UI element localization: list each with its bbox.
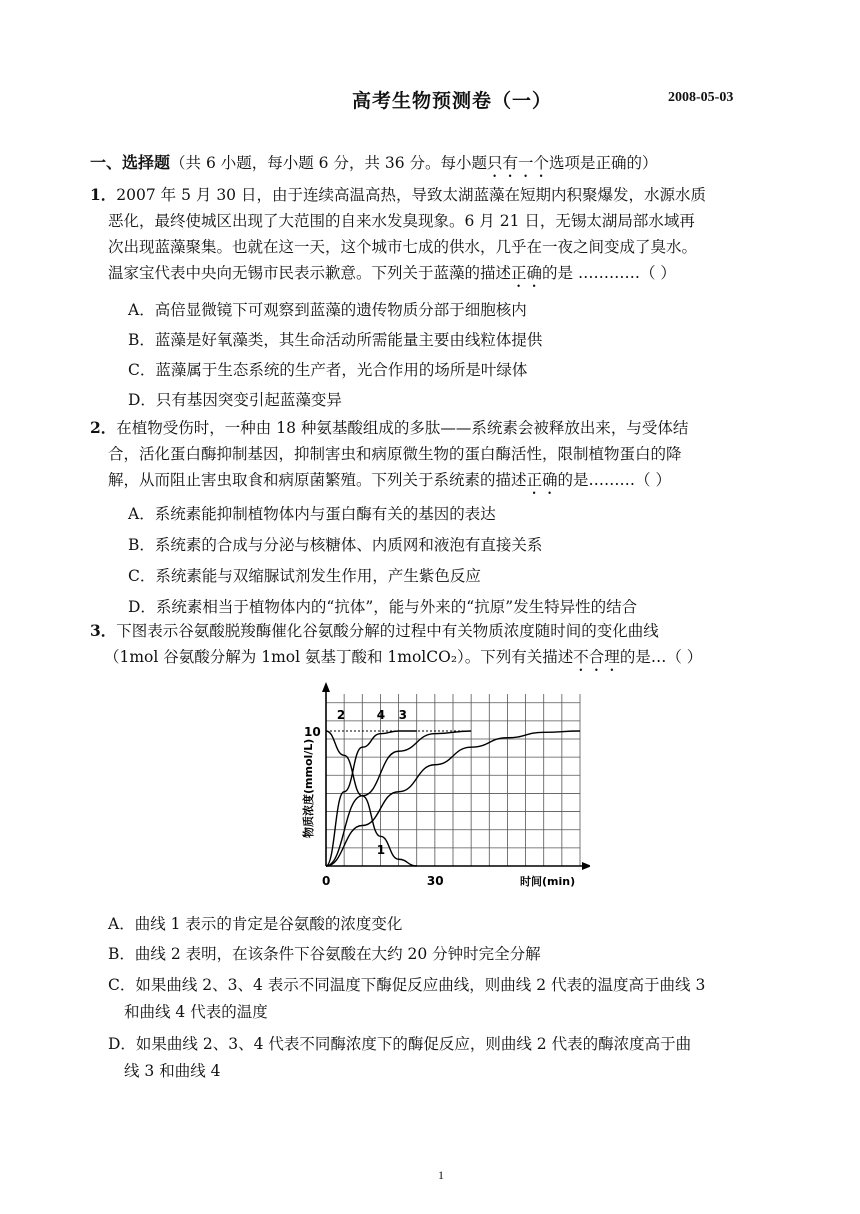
question-2-stem-end: 解，从而阻止害虫取食和病原菌繁殖。下列关于系统素的描述 [108, 471, 527, 489]
question-1-number: 1． [90, 185, 117, 204]
question-3-number: 3． [90, 621, 117, 640]
question-1-emphasis: 正确 [511, 264, 543, 282]
y-tick-label-10: 10 [304, 725, 321, 739]
series-label-4: 4 [376, 707, 386, 722]
question-1-option-c: C．蓝藻属于生态系统的生产者，光合作用的场所是叶绿体 [128, 361, 528, 379]
question-2-line-1 [90, 416, 688, 438]
question-3-emphasis: 不合理 [573, 648, 620, 666]
question-1-option-d: D．只有基因突变引起蓝藻变异 [128, 391, 342, 409]
question-3-answer-blank: 的是…（ ） [619, 648, 703, 666]
question-3-option-c-line-2: 和曲线 4 代表的温度 [124, 1003, 268, 1021]
question-3-text: 下图表示谷氨酸脱羧酶催化谷氨酸分解的过程中有关物质浓度随时间的变化曲线 [116, 622, 659, 640]
y-axis-label: 物质浓度(mmol/L) [302, 738, 315, 838]
exam-date: 2008-05-03 [668, 90, 734, 105]
chart-labels [301, 708, 575, 888]
question-2-option-c: C．系统素能与双缩脲试剂发生作用，产生紫色反应 [128, 567, 481, 585]
question-1-line-1 [90, 183, 706, 205]
question-3-option-d-line-1: D．如果曲线 2、3、4 代表不同酶浓度下的酶促反应，则曲线 2 代表的酶浓度高于曲 [108, 1035, 692, 1053]
question-3-option-c-line-1: C．如果曲线 2、3、4 表示不同温度下酶促反应曲线，则曲线 2 代表的温度高于曲线 3 [108, 976, 706, 994]
question-2-emphasis: 正确 [526, 471, 558, 489]
question-2-number: 2． [90, 418, 117, 437]
question-3-line-1 [90, 619, 659, 641]
series-label-1: 1 [376, 842, 386, 857]
question-3-option-d-line-2: 线 3 和曲线 4 [124, 1062, 221, 1080]
question-3-option-a: A．曲线 1 表示的肯定是谷氨酸的浓度变化 [108, 915, 403, 933]
series-label-2: 2 [336, 707, 346, 722]
question-1-option-b: B．蓝藻是好氧藻类，其生命活动所需能量主要由线粒体提供 [128, 331, 543, 349]
section-heading: 一、选择题 [90, 153, 171, 172]
question-1-answer-blank: 的是 …………（ ） [542, 264, 676, 282]
question-2-line-2: 合，活化蛋白酶抑制基因，抑制害虫和病原微生物的蛋白酶活性，限制植物蛋白的降 [108, 445, 682, 463]
question-2-option-d: D．系统素相当于植物体内的“抗体”，能与外来的“抗原”发生特异性的结合 [128, 598, 638, 616]
concentration-time-chart [290, 676, 590, 900]
series-label-3: 3 [398, 707, 407, 722]
question-1-line-4 [108, 261, 676, 291]
section-note-emphasis: 只有一个 [487, 154, 550, 172]
question-2-option-b: B．系统素的合成与分泌与核糖体、内质网和液泡有直接关系 [128, 536, 543, 554]
x-axis-label: 时间(min) [520, 875, 576, 888]
section-heading-line [90, 150, 658, 181]
x-axis-arrow [582, 862, 590, 870]
x-tick-label-0: 0 [322, 874, 331, 888]
question-1-stem-end: 温家宝代表中央向无锡市民表示歉意。下列关于蓝藻的描述 [108, 264, 512, 282]
question-1-text: 2007 年 5 月 30 日，由于连续高温高热，导致太湖蓝藻在短期内积聚爆发，水源水质 [116, 186, 706, 204]
section-note-before: （共 6 小题，每小题 6 分，共 36 分。每小题 [170, 154, 488, 172]
chart-grid [326, 694, 580, 866]
x-tick-label-30: 30 [426, 874, 444, 888]
question-1-line-3: 次出现蓝藻聚集。也就在这一天，这个城市七成的供水，几乎在一夜之间变成了臭水。 [108, 238, 698, 256]
page-title: 高考生物预测卷（一） [352, 90, 553, 112]
question-2-text: 在植物受伤时，一种由 18 种氨基酸组成的多肽——系统素会被释放出来，与受体结 [116, 419, 689, 437]
question-1-option-a: A．高倍显微镜下可观察到蓝藻的遗传物质分部于细胞核内 [128, 301, 527, 319]
y-axis-arrow [322, 682, 330, 692]
question-3-option-b: B．曲线 2 表明，在该条件下谷氨酸在大约 20 分钟时完全分解 [108, 945, 541, 963]
question-1-line-2: 恶化，最终使城区出现了大范围的自来水发臭现象。6 月 21 日，无锡太湖局部水域再 [108, 212, 695, 230]
page-number: 1 [438, 1168, 444, 1182]
section-note-after: 选项是正确的） [549, 154, 658, 172]
question-3-line-2 [104, 645, 702, 675]
question-2-line-3 [108, 468, 671, 498]
question-2-option-a: A．系统素能抑制植物体内与蛋白酶有关的基因的表达 [128, 505, 496, 523]
question-3-stem-end: （1mol 谷氨酸分解为 1mol 氨基丁酸和 1molCO₂）。下列有关描述 [104, 648, 574, 666]
question-2-answer-blank: 的是………（ ） [557, 471, 671, 489]
